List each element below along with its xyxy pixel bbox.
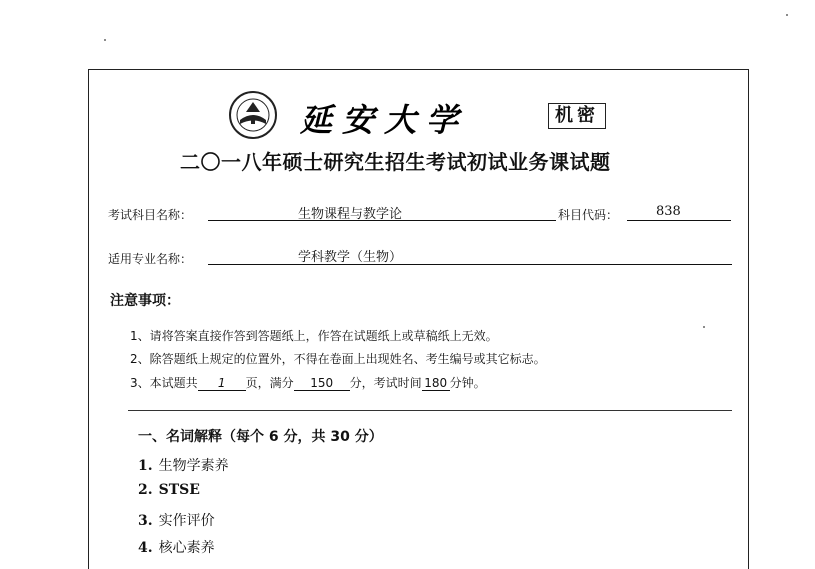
university-seal-logo bbox=[228, 90, 278, 140]
confidential-badge: 机密 bbox=[548, 103, 606, 129]
scan-speck bbox=[104, 39, 106, 41]
question-item bbox=[138, 537, 215, 557]
notes-heading: 注意事项： bbox=[110, 293, 180, 309]
question-text: 实作评价 bbox=[158, 513, 215, 529]
question-number: 3. bbox=[138, 513, 153, 529]
exam-time-value: 180 bbox=[422, 376, 450, 391]
note3-suffix: 分钟。 bbox=[449, 376, 486, 390]
question-item bbox=[138, 510, 215, 530]
question-number: 4. bbox=[138, 540, 153, 556]
note3-mid1: 页，满分 bbox=[245, 376, 294, 390]
major-underline bbox=[208, 249, 732, 265]
question-text: 核心素养 bbox=[158, 540, 215, 556]
note3-mid2: 分，考试时间 bbox=[349, 376, 422, 390]
note3-prefix: 3、本试题共 bbox=[130, 376, 198, 390]
exam-title: 二〇一八年硕士研究生招生考试初试业务课试题 bbox=[180, 150, 611, 174]
question-number: 2. bbox=[138, 482, 153, 498]
question-item bbox=[138, 482, 200, 498]
full-score-value: 150 bbox=[294, 376, 350, 391]
question-text: STSE bbox=[158, 482, 200, 498]
question-number: 1. bbox=[138, 458, 153, 474]
subject-name-value: 生物课程与教学论 bbox=[298, 207, 403, 222]
question-item bbox=[138, 455, 229, 475]
note-item-2: 2、除答题纸上规定的位置外，不得在卷面上出现姓名、考生编号或其它标志。 bbox=[130, 352, 546, 366]
subject-code-value: 838 bbox=[656, 204, 681, 219]
university-name: 延安大学 bbox=[300, 101, 469, 139]
scan-speck bbox=[786, 14, 788, 16]
section-heading: 一、名词解释（每个 6 分，共 30 分） bbox=[138, 429, 383, 445]
subject-name-label: 考试科目名称： bbox=[108, 208, 193, 222]
note-item-3 bbox=[130, 374, 486, 391]
major-value: 学科教学（生物） bbox=[298, 250, 403, 265]
subject-code-label: 科目代码： bbox=[558, 208, 619, 222]
section-divider bbox=[128, 410, 732, 411]
page-count-value: 1 bbox=[198, 376, 246, 391]
major-label: 适用专业名称： bbox=[108, 252, 193, 266]
note-item-1: 1、请将答案直接作答到答题纸上，作答在试题纸上或草稿纸上无效。 bbox=[130, 329, 498, 343]
scan-speck bbox=[703, 326, 705, 328]
question-text: 生物学素养 bbox=[158, 458, 229, 474]
